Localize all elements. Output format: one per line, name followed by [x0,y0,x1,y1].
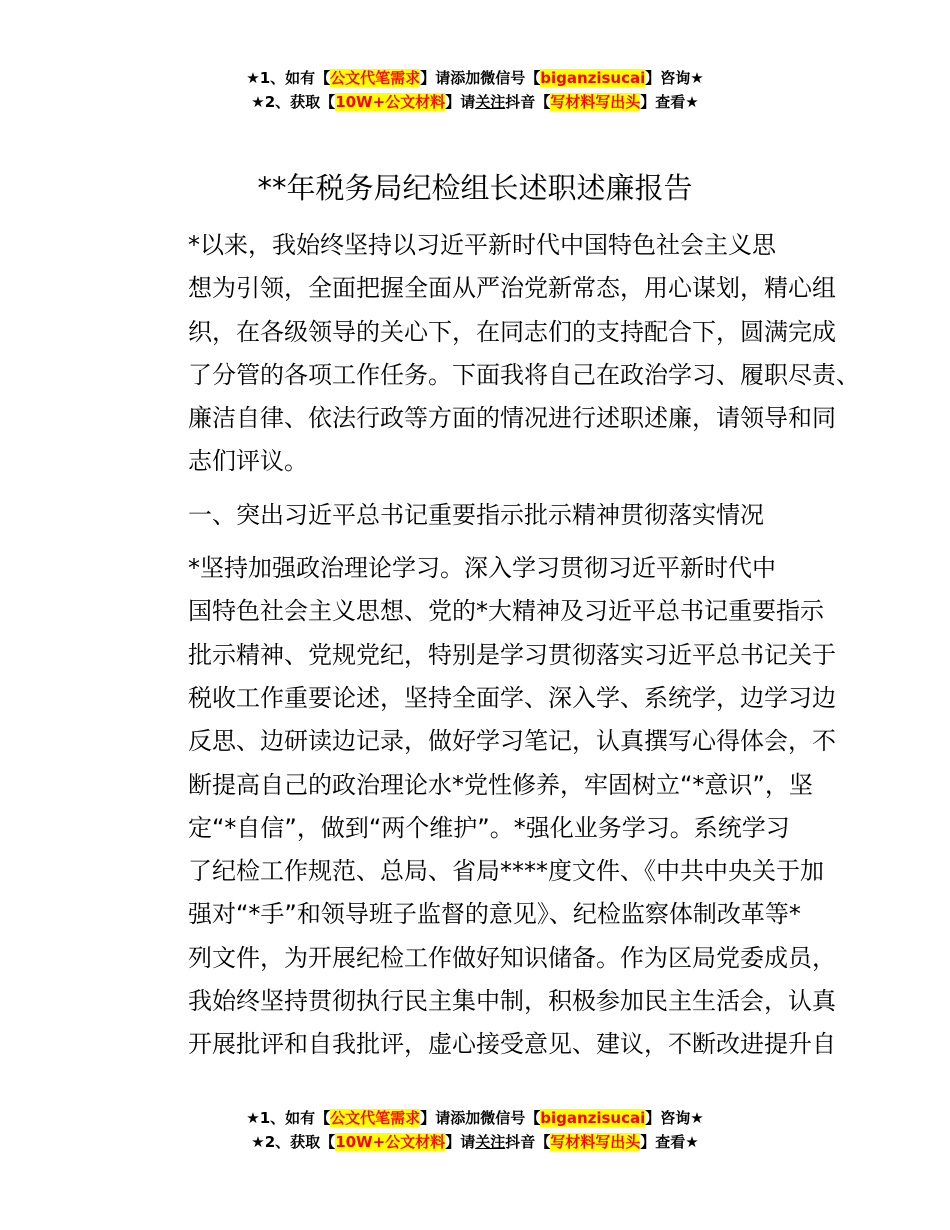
banner-highlight-wechat-id: biganzisucai [540,1109,646,1127]
banner-highlight-service: 公文代笔需求 [330,69,421,87]
banner-text: ★1、如有【 [246,69,331,87]
banner-highlight-douyin-id: 写材料写出头 [550,1133,641,1151]
paragraph-political-study [140,547,836,1067]
banner-highlight-materials: 10W+公文材料 [335,93,446,111]
banner-underline-follow: 关注 [475,1133,506,1151]
banner-text: 】查看★ [640,1133,699,1151]
text-line: 反思、边研读边记录，做好学习笔记，认真撰写心得体会，不 [188,727,836,756]
banner-text: 】请添加微信号【 [420,69,541,87]
banner-text: ★2、获取【 [251,1133,336,1151]
text-line: *坚持加强政治理论学习。深入学习贯彻习近平新时代中 [188,554,776,583]
banner-text: 】请 [445,93,476,111]
banner-text: 抖音【 [505,1133,551,1151]
section-heading-1 [140,494,812,537]
banner-highlight-service: 公文代笔需求 [330,1109,421,1127]
text-line: *以来，我始终坚持以习近平新时代中国特色社会主义思 [188,231,776,259]
paragraph-intro [140,224,860,484]
text-line: 廉洁自律、依法行政等方面的情况进行述职述廉，请领导和同 [188,404,836,433]
text-line: 强对“*手”和领导班子监督的意见》、纪检监察体制改革等* [188,900,801,929]
banner-highlight-wechat-id: biganzisucai [540,69,646,87]
banner-text: 】咨询★ [645,69,704,87]
banner-line-1 [0,66,950,90]
text-line: 列文件，为开展纪检工作做好知识储备。作为区局党委成员， [188,943,836,972]
banner-line-2 [0,1130,950,1154]
text-line: 织，在各级领导的关心下，在同志们的支持配合下，圆满完成 [188,317,836,346]
banner-text: 】请添加微信号【 [420,1109,541,1127]
banner-highlight-materials: 10W+公文材料 [335,1133,446,1151]
text-line: 志们评议。 [188,447,308,476]
banner-text: 抖音【 [505,93,551,111]
document-body [140,224,860,1067]
heading-line: 一、突出习近平总书记重要指示批示精神贯彻落实情况 [188,500,764,529]
banner-text: 】咨询★ [645,1109,704,1127]
text-line: 了纪检工作规范、总局、省局****度文件、《中共中央关于加 [188,857,824,886]
text-line: 开展批评和自我批评，虚心接受意见、建议，不断改进提升自 [188,1030,836,1059]
banner-line-2 [0,90,950,114]
banner-text: 】请 [445,1133,476,1151]
footer-banner [0,1106,950,1154]
header-banner [0,66,950,114]
banner-highlight-douyin-id: 写材料写出头 [550,93,641,111]
banner-underline-follow: 关注 [475,93,506,111]
text-line: 想为引领，全面把握全面从严治党新常态，用心谋划，精心组 [188,274,836,303]
banner-text: ★2、获取【 [251,93,336,111]
text-line: 我始终坚持贯彻执行民主集中制，积极参加民主生活会，认真 [188,987,836,1016]
text-line: 批示精神、党规党纪，特别是学习贯彻落实习近平总书记关于 [188,640,836,669]
document-title: **年税务局纪检组长述职述廉报告 [257,171,693,205]
text-line: 断提高自己的政治理论水*党性修养，牢固树立“*意识”，坚 [188,770,813,799]
text-line: 定“*自信”，做到“两个维护”。*强化业务学习。系统学习 [188,813,790,842]
banner-line-1 [0,1106,950,1130]
text-line: 税收工作重要论述，坚持全面学、深入学、系统学，边学习边 [188,683,836,712]
banner-text: ★1、如有【 [246,1109,331,1127]
text-line: 国特色社会主义思想、党的*大精神及习近平总书记重要指示 [188,597,824,626]
text-line: 了分管的各项工作任务。下面我将自己在政治学习、履职尽责、 [188,360,860,389]
banner-text: 】查看★ [640,93,699,111]
